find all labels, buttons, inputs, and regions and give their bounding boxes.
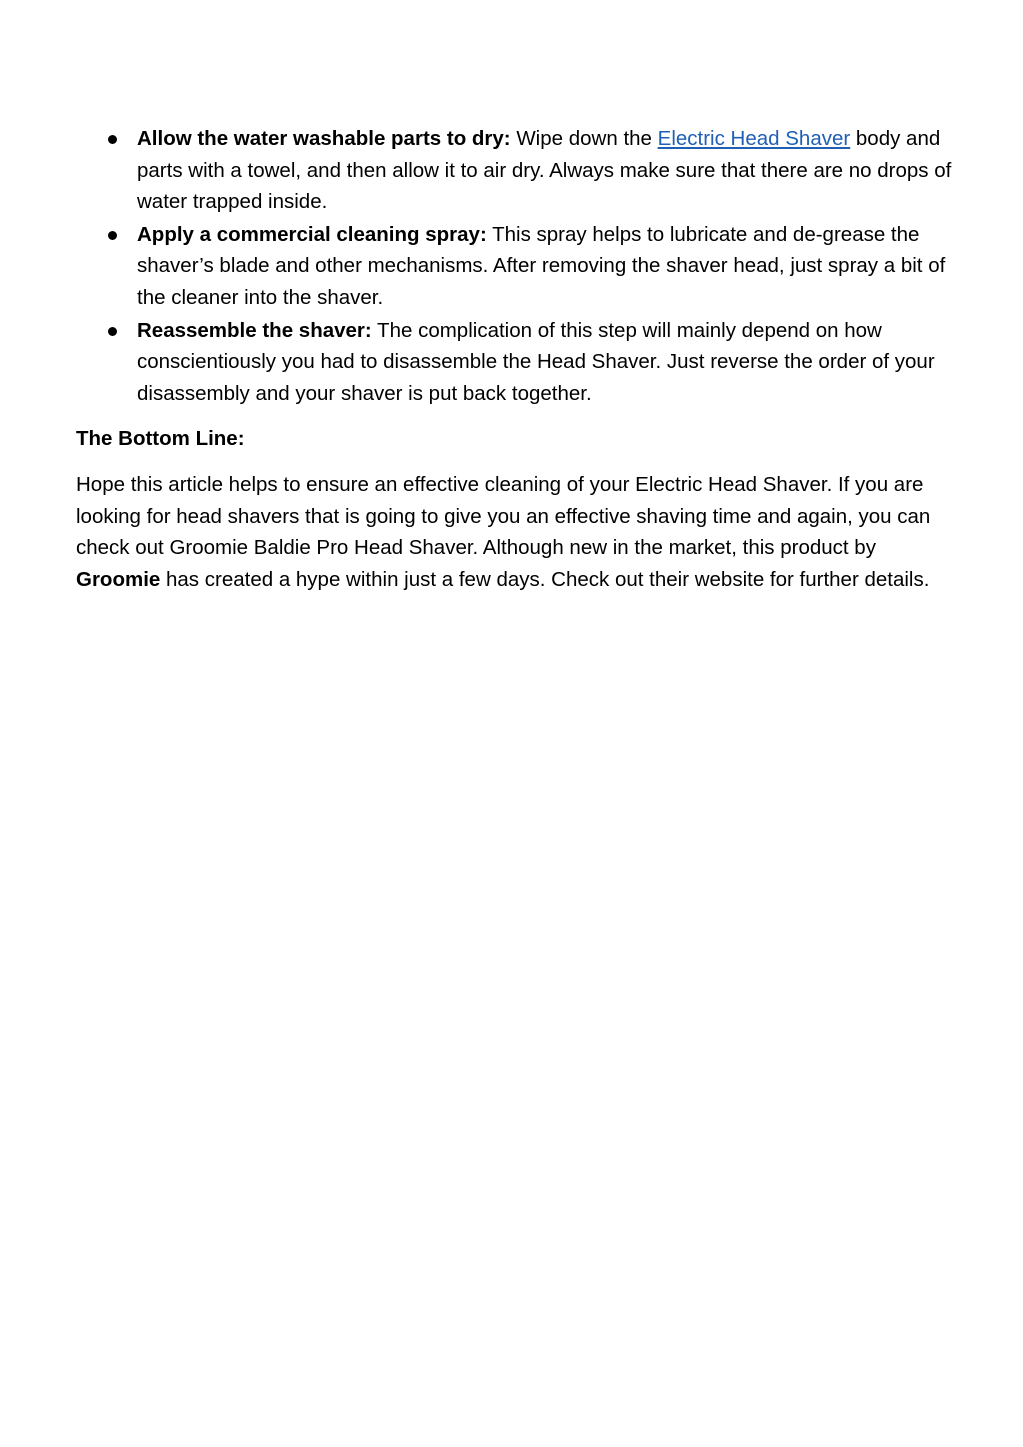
document-page: [76, 123, 956, 595]
list-item-lead: Allow the water washable parts to dry:: [137, 127, 511, 150]
bullet-icon: [108, 327, 117, 336]
list-item: [76, 315, 956, 410]
bullet-icon: [108, 135, 117, 144]
brand-name: Groomie: [76, 567, 161, 591]
paragraph-text: Hope this article helps to ensure an effective cleaning of your Electric Head Shaver. If you are looking for head shavers that is going to give you an effective shaving time and again, you can check out Groomie Baldie Pro Head Shaver. Although new in the market, this product by: [76, 472, 931, 560]
list-item-text: The complication of this step will mainly depend on how conscientiously you had to disassemble the Head Shaver. Just reverse the order of your disassembly and your shaver is put back together.: [137, 318, 935, 405]
paragraph-text: has created a hype within just a few days. Check out their website for further details.: [160, 567, 930, 591]
tips-list: [76, 123, 956, 409]
list-item: [76, 123, 956, 218]
bullet-icon: [108, 231, 117, 240]
conclusion-paragraph: [76, 469, 956, 595]
list-item-lead: Reassemble the shaver:: [137, 318, 372, 342]
list-item-text: Wipe down the: [510, 127, 658, 150]
section-heading: The Bottom Line:: [76, 427, 245, 451]
list-item-lead: Apply a commercial cleaning spray:: [137, 222, 487, 246]
electric-head-shaver-link[interactable]: Electric Head Shaver: [657, 127, 851, 150]
list-item-text: body and parts with a towel, and then allow it to air dry. Always make sure that there are no drops of water trapped inside.: [137, 127, 952, 214]
list-item: [76, 219, 956, 314]
list-item-text: This spray helps to lubricate and de-grease the shaver’s blade and other mechanisms. After removing the shaver head, just spray a bit of the cleaner into the shaver.: [137, 222, 946, 309]
